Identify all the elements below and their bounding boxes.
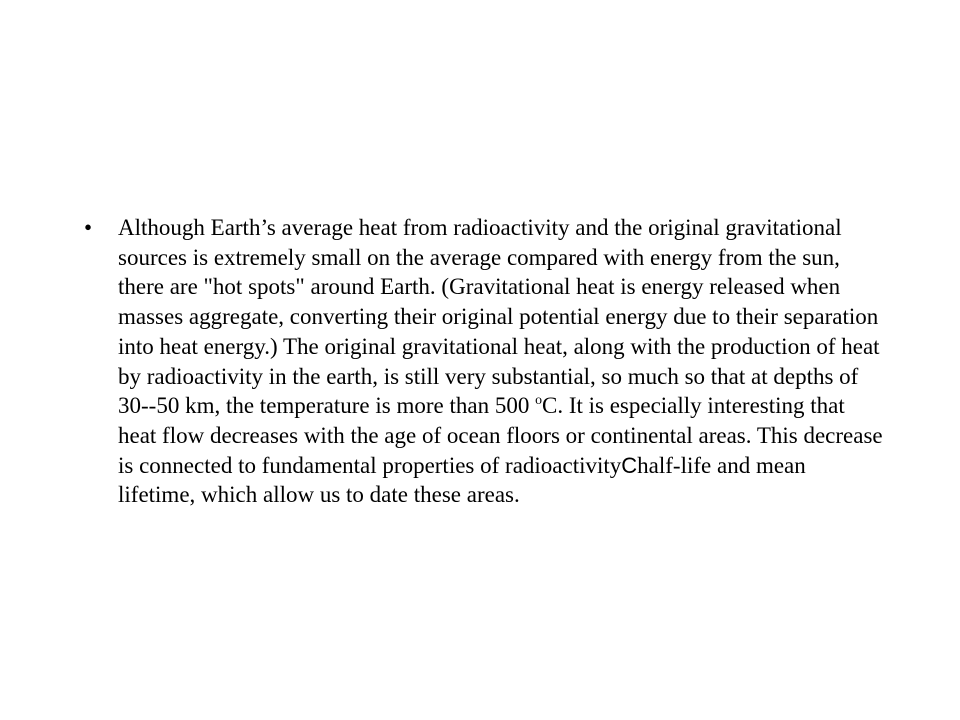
bullet-item (84, 213, 884, 510)
degree-superscript: o (535, 392, 542, 408)
bullet-marker: • (84, 215, 93, 240)
paragraph-part-2: C. It is especially interesting that heat flow decreases with the age of ocean floors or continental areas. This decrease is connected to fundamental properties of radioactivity (118, 393, 883, 478)
bullet-list (84, 213, 884, 510)
symbol-glyph: C (621, 452, 638, 478)
paragraph-part-1: Although Earth’s average heat from radioactivity and the original gravitational sources is extremely small on the average compared with energy from the sun, there are "hot spots" around Earth. (Gravitational heat is energy released when masses aggregate, converting their original potential energy due to their separation into heat energy.) The original gravitational heat, along with the production of heat by radioactivity in the earth, is still very substantial, so much so that at depths of 30--50 km, the temperature is more than 500 (118, 215, 880, 419)
paragraph-text (118, 215, 883, 507)
paragraph-part-3: half-life and mean lifetime, which allow us to date these areas. (118, 452, 806, 508)
